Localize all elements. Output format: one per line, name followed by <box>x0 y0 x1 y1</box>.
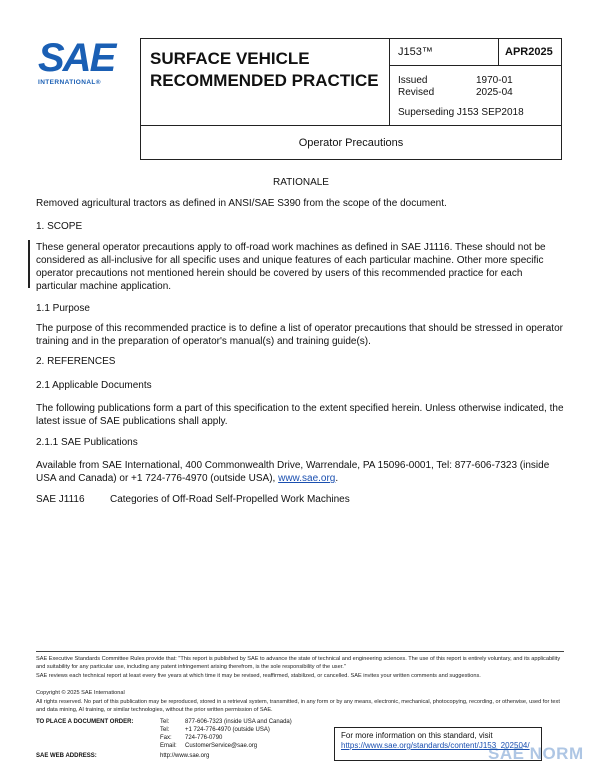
logo-subtitle: INTERNATIONAL® <box>38 79 101 86</box>
applicable-heading: 2.1 Applicable Documents <box>36 380 152 391</box>
order-label: TO PLACE A DOCUMENT ORDER: <box>36 719 134 725</box>
revised-value: 2025-04 <box>476 87 513 98</box>
change-bar <box>28 240 30 288</box>
sae-publications-body: Available from SAE International, 400 Commonwealth Drive, Warrendale, PA 15096-0001, Tel: 877-606-7323 (inside USA and Canada) or +1 724-776-4970 (outside USA), <box>36 460 550 484</box>
document-type-title <box>140 38 390 126</box>
title-line-1: SURFACE VEHICLE <box>150 49 310 68</box>
sae-logo <box>38 38 130 86</box>
logo-mark: SAE <box>38 36 115 80</box>
title-line-2: RECOMMENDED PRACTICE <box>150 71 379 90</box>
rationale-heading: RATIONALE <box>273 177 329 188</box>
sae-publications-text <box>36 459 566 485</box>
email-value[interactable]: CustomerService@sae.org <box>185 743 258 749</box>
web-value[interactable]: http://www.sae.org <box>160 753 210 759</box>
scope-heading: 1. SCOPE <box>36 221 83 232</box>
tel2-label: Tel: <box>160 727 170 733</box>
web-label: SAE WEB ADDRESS: <box>36 753 97 759</box>
references-heading: 2. REFERENCES <box>36 356 116 367</box>
issue-info <box>389 65 562 126</box>
purpose-text: The purpose of this recommended practice is to define a list of operator precautions that should be stressed in operator training and in the preparation of operator's manual(s) and training guide(s). <box>36 323 563 347</box>
scope-text: These general operator precautions apply to off-road work machines as defined in SAE J1116. These should not be considered as all-inclusive for all specific uses and unique features of each particular machine. Other more specific operator precautions not mentioned herein should be covered by users of this recommended practice for each particular machine application. <box>36 242 546 292</box>
footer-rule <box>36 651 564 652</box>
issued-value: 1970-01 <box>476 75 513 86</box>
more-info-link[interactable]: https://www.sae.org/standards/content/J153_202504/ <box>341 741 530 750</box>
footer-copyright: Copyright © 2025 SAE International <box>36 690 125 696</box>
footer-rules-text: SAE Executive Standards Committee Rules provide that: "This report is published by SAE to advance the state of technical and engineering sciences. The use of this report is entirely voluntary, and its applicability and suitability for any particular use, including any patent infringement arising therefrom, is the sole responsibility of the user." <box>36 656 561 670</box>
sae-publications-heading: 2.1.1 SAE Publications <box>36 437 138 448</box>
tel-value: 877-606-7323 (inside USA and Canada) <box>185 719 292 725</box>
revised-label: Revised <box>398 87 435 98</box>
sae-publications-end: . <box>335 473 339 484</box>
purpose-heading: 1.1 Purpose <box>36 303 90 314</box>
tel2-value: +1 724-776-4970 (outside USA) <box>185 727 270 733</box>
reference-id: SAE J1116 <box>36 494 85 505</box>
watermark: SAE NORM <box>488 744 584 763</box>
sae-website-link[interactable]: www.sae.org <box>278 473 336 484</box>
footer-review-text: SAE reviews each technical report at least every five years at which time it may be revised, reaffirmed, stabilized, or cancelled. SAE invites your written comments and suggestions. <box>36 673 481 679</box>
document-subject: Operator Precautions <box>140 125 562 160</box>
email-label: Email: <box>160 743 177 749</box>
footer-rights-text: All rights reserved. No part of this publication may be reproduced, stored in a retrieval system, transmitted, in any form or by any means, electronic, mechanical, photocopying, recording, or otherwise, used for text and data mining, AI training, or similar technologies, without the prior written permission of SAE. <box>36 699 560 713</box>
document-id: J153™ <box>389 38 499 66</box>
more-info-text: For more information on this standard, visit <box>341 731 493 740</box>
document-header <box>140 38 562 160</box>
tel-label: Tel: <box>160 719 170 725</box>
superseding: Superseding J153 SEP2018 <box>398 107 524 118</box>
rationale-text: Removed agricultural tractors as defined in ANSI/SAE S390 from the scope of the document. <box>36 198 447 209</box>
reference-entry <box>36 493 566 506</box>
document-date: APR2025 <box>498 38 562 66</box>
fax-value: 724-776-0790 <box>185 735 223 741</box>
issued-label: Issued <box>398 75 428 86</box>
fax-label: Fax: <box>160 735 172 741</box>
reference-title: Categories of Off-Road Self-Propelled Work Machines <box>110 494 350 505</box>
applicable-text: The following publications form a part of this specification to the extent specified herein. Unless otherwise indicated, the latest issue of SAE publications shall apply. <box>36 403 564 427</box>
